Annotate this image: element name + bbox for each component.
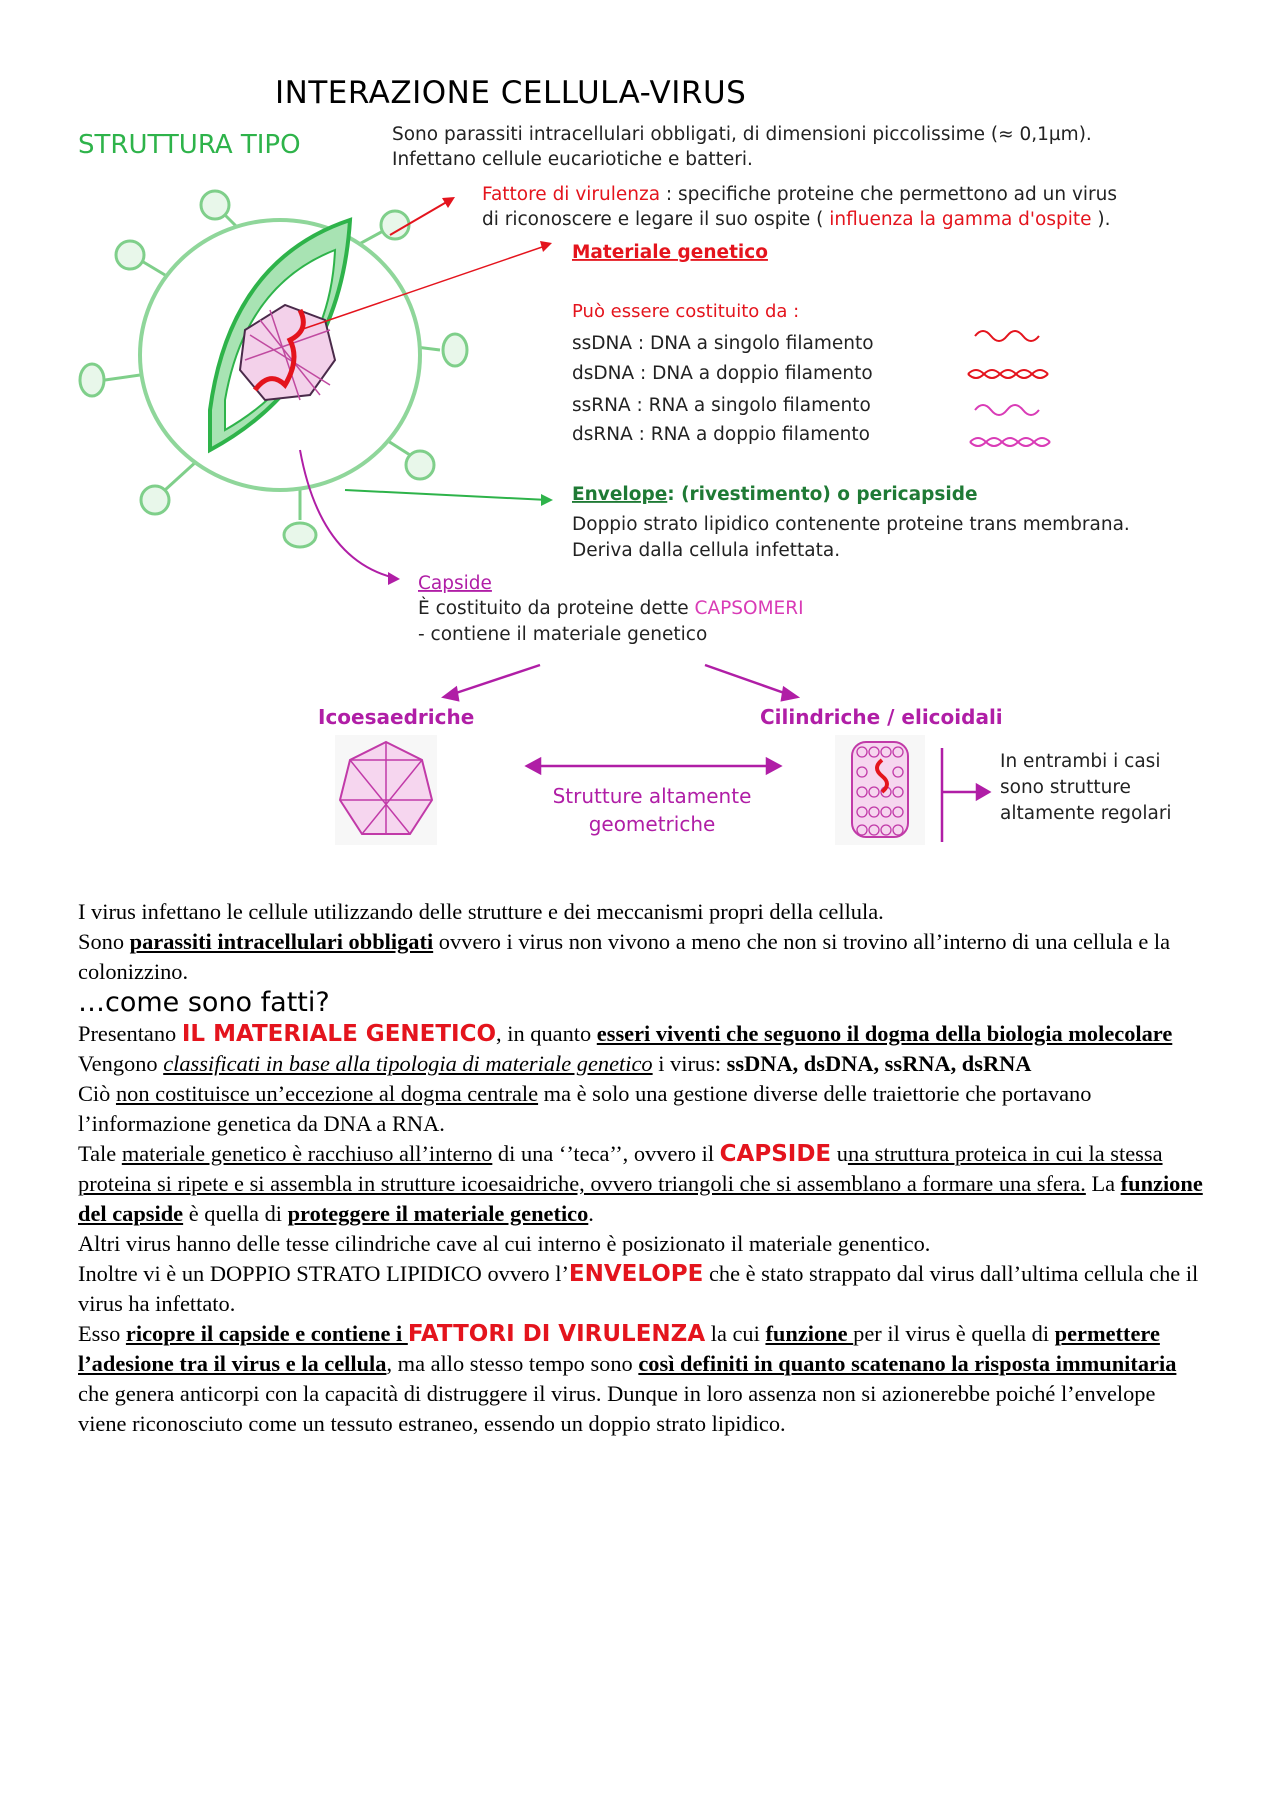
p9-text-d: la cui xyxy=(705,1321,766,1346)
envelope-text-2: Deriva dalla cellula infettata. xyxy=(572,540,841,561)
ssdna-icon xyxy=(975,331,1039,341)
p6-underline-1: materiale genetico è racchiuso all’interno xyxy=(121,1141,493,1166)
struttura-tipo-label: STRUTTURA TIPO xyxy=(78,130,301,160)
capside-line-1a: È costituito da proteine dette xyxy=(418,598,695,619)
p9-text-f: per il virus è quella di xyxy=(853,1321,1055,1346)
type-ssrna: ssRNA : RNA a singolo filamento xyxy=(572,395,871,416)
strutture-geom-line-2: geometriche xyxy=(588,812,716,836)
icoesaedriche-label: Icoesaedriche xyxy=(318,705,475,729)
puo-essere-text: Può essere costituito da : xyxy=(572,301,800,322)
envelope-text-1: Doppio strato lipidico contenente proteine trans membrana. xyxy=(572,514,1130,535)
envelope-sub: : (rivestimento) o pericapside xyxy=(667,484,978,505)
p4-bold: ssDNA, dsDNA, ssRNA, dsRNA xyxy=(726,1051,1032,1076)
fattore-text-2c: ). xyxy=(1091,209,1111,230)
p6-text-i: è quella di xyxy=(183,1201,288,1226)
cilindriche-label: Cilindriche / elicoidali xyxy=(760,705,1003,729)
p3-bold: esseri viventi che seguono il dogma della biologia molecolare xyxy=(596,1021,1173,1046)
p6-red: CAPSIDE xyxy=(719,1141,832,1167)
materiale-title: Materiale genetico xyxy=(572,242,768,263)
section-heading: …come sono fatti? xyxy=(78,987,330,1018)
p4-italic: classificati in base alla tipologia di materiale genetico xyxy=(163,1051,653,1076)
p9-text-h: , ma allo stesso tempo sono xyxy=(386,1351,639,1376)
type-ssdna: ssDNA : DNA a singolo filamento xyxy=(572,333,874,354)
cylinder-icon xyxy=(835,735,925,845)
strutture-geom-line-1: Strutture altamente xyxy=(552,784,752,808)
intro-line-2: Infettano cellule eucariotiche e batteri. xyxy=(392,149,753,170)
p3-red: IL MATERIALE GENETICO xyxy=(181,1021,497,1047)
double-arrow xyxy=(527,759,780,773)
entrambi-line-2: sono strutture xyxy=(1000,777,1131,798)
type-dsdna: dsDNA : DNA a doppio filamento xyxy=(572,363,873,384)
paragraph-8 xyxy=(78,1259,1208,1319)
p9-text-j: che genera anticorpi con la capacità di distruggere il virus. Dunque in loro assenza non si azionerebbe poiché l’envelope viene riconosciuto come un tessuto estraneo, essendo un doppio strato lipidico. xyxy=(78,1381,1156,1436)
p2-text-c: ovvero i virus non vivono a meno che non si trovino all’interno di una cellula e la colonizzino. xyxy=(78,929,1171,984)
p6-text-e: u xyxy=(831,1141,848,1166)
type-dsrna: dsRNA : RNA a doppio filamento xyxy=(572,424,870,445)
icosahedron-icon xyxy=(335,735,437,845)
p8-text-a: Inoltre vi è un DOPPIO STRATO LIPIDICO ovvero l’ xyxy=(78,1261,569,1286)
p8-red: ENVELOPE xyxy=(568,1261,704,1287)
paragraph-4 xyxy=(78,1049,1208,1079)
p9-bold-2: funzione xyxy=(765,1321,854,1346)
p4-text-a: Vengono xyxy=(78,1051,164,1076)
fattore-line-2 xyxy=(482,209,1110,230)
envelope-heading xyxy=(572,484,978,505)
capside-line-1 xyxy=(418,597,804,619)
p8-text-c: che è stato strappato dal virus dall’ultima cellula che il virus ha infettato. xyxy=(78,1261,1199,1316)
capside-line-1b: CAPSOMERI xyxy=(694,598,804,619)
paragraph-2 xyxy=(78,927,1208,987)
virus-drawing xyxy=(78,190,553,590)
strand-icons xyxy=(968,331,1050,446)
page-title: INTERAZIONE CELLULA-VIRUS xyxy=(275,75,747,111)
paragraph-1: I virus infettano le cellule utilizzando delle strutture e dei meccanismi propri della cellula. xyxy=(78,899,884,924)
paragraph-6 xyxy=(78,1139,1208,1229)
branch-arrows xyxy=(444,665,797,700)
paragraph-5 xyxy=(78,1079,1208,1139)
p6-text-k: . xyxy=(588,1201,594,1226)
ssrna-icon xyxy=(975,405,1039,415)
p5-text-a: Ciò xyxy=(78,1081,116,1106)
capside-line-2: - contiene il materiale genetico xyxy=(418,624,708,645)
intro-line-1: Sono parassiti intracellulari obbligati, di dimensioni piccolissime (≈ 0,1µm). xyxy=(392,124,1092,145)
p9-bold-3: permettere l’adesione tra il virus e la cellula xyxy=(78,1321,1160,1376)
entrambi-line-1: In entrambi i casi xyxy=(1000,751,1161,772)
entrambi-line-3: altamente regolari xyxy=(1000,803,1172,824)
body-text xyxy=(78,897,1208,1439)
p2-bold: parassiti intracellulari obbligati xyxy=(129,929,434,954)
bracket-arrow xyxy=(942,748,989,842)
p6-bold-1: funzione del capside xyxy=(78,1171,1203,1226)
p6-text-g: La xyxy=(1085,1171,1121,1196)
p6-text-a: Tale xyxy=(78,1141,122,1166)
fattore-label: Fattore di virulenza xyxy=(482,184,661,205)
fattore-text-2a: di riconoscere e legare il suo ospite ( xyxy=(482,209,830,230)
capside-title: Capside xyxy=(418,573,492,594)
envelope-title: Envelope xyxy=(572,484,668,505)
fattore-line-1 xyxy=(482,184,1117,205)
p9-text-a: Esso xyxy=(78,1321,126,1346)
fattore-text-1: : specifiche proteine che permettono ad un virus xyxy=(660,184,1118,205)
p3-text-c: , in quanto xyxy=(496,1021,597,1046)
p5-underline: non costituisce un’eccezione al dogma centrale xyxy=(115,1081,539,1106)
p6-underline-2: na struttura proteica in cui la stessa proteina si ripete e si assembla in strutture icoesaidriche, ovvero triangoli che si assemblano a formare una sfera. xyxy=(78,1141,1163,1196)
p9-bold-4: così definiti in quanto scatenano la risposta immunitaria xyxy=(638,1351,1177,1376)
p9-bold-1: ricopre il capside e contiene i xyxy=(125,1321,408,1346)
p2-text-a: Sono xyxy=(78,929,130,954)
p5-text-c: ma è solo una gestione diverse delle traiettorie che portavano l’informazione genetica da DNA a RNA. xyxy=(78,1081,1092,1136)
p4-text-c: i virus: xyxy=(652,1051,727,1076)
virus-structure-figure xyxy=(0,0,1280,860)
paragraph-3 xyxy=(78,1019,1208,1049)
p9-red: FATTORI DI VIRULENZA xyxy=(407,1321,706,1347)
p6-bold-2: proteggere il materiale genetico xyxy=(287,1201,589,1226)
paragraph-9 xyxy=(78,1319,1208,1439)
p3-text-a: Presentano xyxy=(78,1021,182,1046)
paragraph-7: Altri virus hanno delle tesse cilindriche cave al cui interno è posizionato il materiale genentico. xyxy=(78,1231,931,1256)
p6-text-c: di una ‘’teca’’, ovvero il xyxy=(492,1141,720,1166)
fattore-text-2b: influenza la gamma d'ospite xyxy=(829,209,1092,230)
